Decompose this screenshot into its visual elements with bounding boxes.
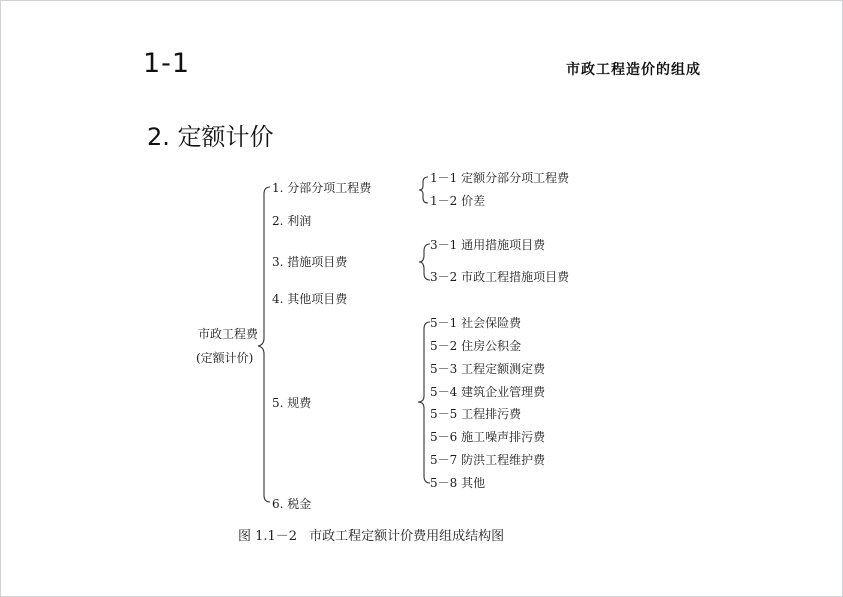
- main-brace: [258, 187, 270, 502]
- sub-5-1-label: 5－1 社会保险费: [430, 316, 522, 330]
- brace-item-1: [419, 177, 428, 203]
- chapter-title: 市政工程造价的组成: [566, 62, 701, 78]
- sub-5-5-label: 5－5 工程排污费: [430, 407, 522, 421]
- sub-5-7-label: 5－7 防洪工程维护费: [430, 453, 546, 467]
- item-6-label: 6. 税金: [272, 497, 312, 511]
- slide-number: 1-1: [143, 48, 191, 79]
- item-3-label: 3. 措施项目费: [272, 255, 348, 269]
- figure-caption: [238, 528, 504, 546]
- sub-5-2-label: 5－2 住房公积金: [430, 339, 522, 353]
- sub-5-3-label: 5－3 工程定额测定费: [430, 362, 546, 376]
- item-1-label: 1. 分部分项工程费: [272, 181, 372, 195]
- sub-3-2-label: 3－2 市政工程措施项目费: [430, 270, 570, 284]
- sub-1-2-label: 1－2 价差: [430, 194, 486, 208]
- item-2-label: 2. 利润: [272, 214, 312, 228]
- brace-item-3: [419, 244, 430, 280]
- root-label: 市政工程费: [198, 327, 259, 341]
- item-5-label: 5. 规费: [272, 396, 312, 410]
- sub-3-1-label: 3－1 通用措施项目费: [430, 238, 546, 252]
- figure-caption-text: 市政工程定额计价费用组成结构图: [309, 529, 505, 544]
- sub-5-6-label: 5－6 施工噪声排污费: [430, 430, 546, 444]
- section-heading: 2. 定额计价: [147, 123, 274, 151]
- root-sublabel: (定额计价): [196, 351, 254, 365]
- figure-number: 图 1.1－2: [238, 529, 298, 544]
- brace-item-5: [418, 322, 430, 483]
- sub-5-4-label: 5－4 建筑企业管理费: [430, 385, 546, 399]
- sub-1-1-label: 1－1 定额分部分项工程费: [430, 171, 570, 185]
- sub-5-8-label: 5－8 其他: [430, 476, 486, 490]
- item-4-label: 4. 其他项目费: [272, 292, 348, 306]
